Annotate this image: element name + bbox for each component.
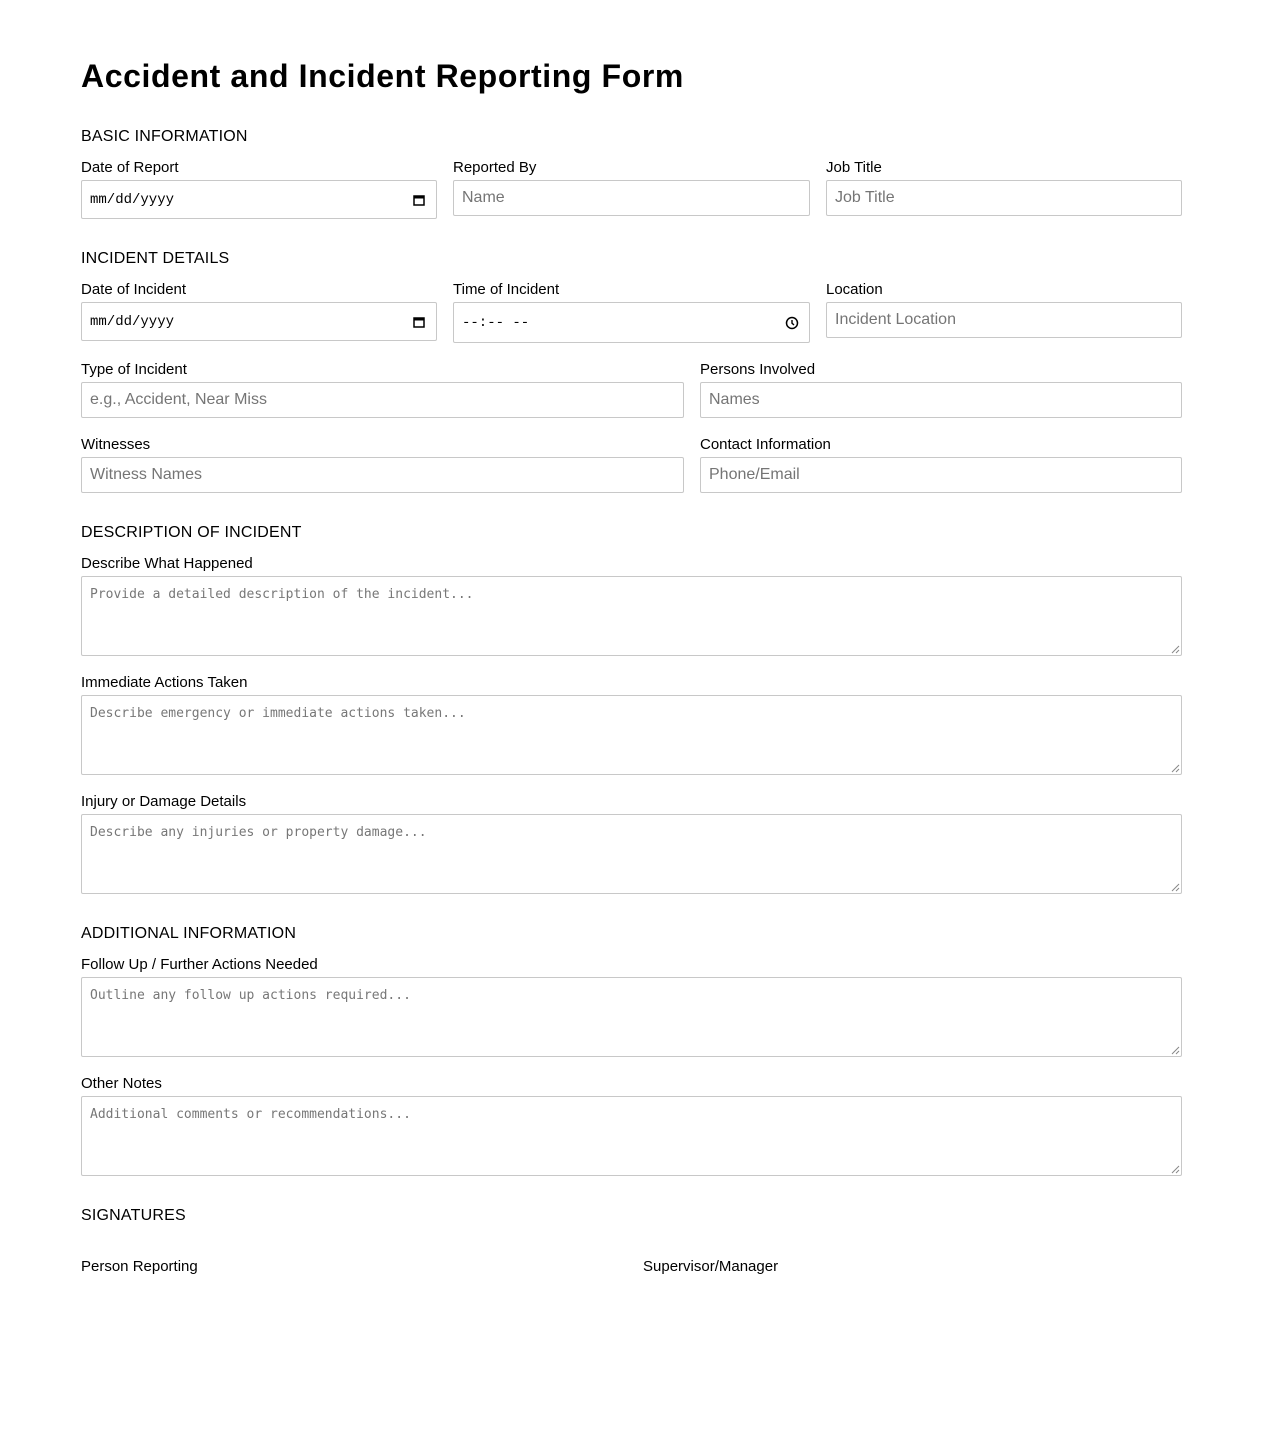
follow-up-textarea[interactable]: [81, 977, 1182, 1057]
time-of-incident-input[interactable]: [453, 302, 810, 343]
other-notes-textarea[interactable]: [81, 1096, 1182, 1176]
other-notes-label: Other Notes: [81, 1075, 162, 1092]
resize-handle-icon[interactable]: [1171, 883, 1180, 892]
time-of-incident-label: Time of Incident: [453, 281, 560, 298]
resize-handle-icon[interactable]: [1171, 1165, 1180, 1174]
clock-icon[interactable]: [785, 316, 799, 330]
describe-what-happened-placeholder: Provide a detailed description of the incident...: [90, 587, 474, 602]
describe-what-happened-textarea[interactable]: [81, 576, 1182, 656]
section-description-of-incident: DESCRIPTION OF INCIDENT: [81, 524, 302, 541]
contact-information-placeholder: Phone/Email: [709, 466, 800, 483]
follow-up-placeholder: Outline any follow up actions required...: [90, 988, 411, 1003]
other-notes-placeholder: Additional comments or recommendations...: [90, 1107, 411, 1122]
date-of-report-input[interactable]: [81, 180, 437, 219]
section-additional-information: ADDITIONAL INFORMATION: [81, 925, 297, 942]
resize-handle-icon[interactable]: [1171, 645, 1180, 654]
job-title-label: Job Title: [826, 159, 882, 176]
time-of-incident-value: --:-- --: [462, 314, 530, 331]
witnesses-label: Witnesses: [81, 436, 151, 453]
location-input[interactable]: [826, 302, 1182, 338]
job-title-input[interactable]: [826, 180, 1182, 216]
injury-damage-textarea[interactable]: [81, 814, 1182, 894]
immediate-actions-textarea[interactable]: [81, 695, 1182, 775]
location-placeholder: Incident Location: [835, 311, 956, 328]
type-of-incident-placeholder: e.g., Accident, Near Miss: [90, 391, 267, 408]
persons-involved-placeholder: Names: [709, 391, 760, 408]
date-of-incident-label: Date of Incident: [81, 281, 187, 298]
contact-information-input[interactable]: [700, 457, 1182, 493]
date-of-report-value: mm/dd/yyyy: [90, 191, 175, 208]
resize-handle-icon[interactable]: [1171, 764, 1180, 773]
date-of-incident-value: mm/dd/yyyy: [90, 313, 175, 330]
section-signatures: SIGNATURES: [81, 1207, 186, 1224]
date-of-incident-input[interactable]: [81, 302, 437, 341]
type-of-incident-input[interactable]: [81, 382, 684, 418]
page-title: Accident and Incident Reporting Form: [81, 58, 684, 94]
injury-damage-label: Injury or Damage Details: [81, 793, 247, 810]
reported-by-placeholder: Name: [462, 189, 505, 206]
contact-information-label: Contact Information: [700, 436, 831, 453]
job-title-placeholder: Job Title: [835, 189, 895, 206]
calendar-icon[interactable]: [412, 315, 426, 329]
reported-by-input[interactable]: [453, 180, 810, 216]
date-of-report-label: Date of Report: [81, 159, 179, 176]
section-basic-information: BASIC INFORMATION: [81, 128, 248, 145]
immediate-actions-placeholder: Describe emergency or immediate actions taken...: [90, 706, 466, 721]
location-label: Location: [826, 281, 883, 298]
follow-up-label: Follow Up / Further Actions Needed: [81, 956, 318, 973]
signature-person-reporting: Person Reporting: [81, 1258, 198, 1275]
section-incident-details: INCIDENT DETAILS: [81, 250, 230, 267]
type-of-incident-label: Type of Incident: [81, 361, 187, 378]
injury-damage-placeholder: Describe any injuries or property damage...: [90, 825, 427, 840]
persons-involved-input[interactable]: [700, 382, 1182, 418]
resize-handle-icon[interactable]: [1171, 1046, 1180, 1055]
persons-involved-label: Persons Involved: [700, 361, 816, 378]
describe-what-happened-label: Describe What Happened: [81, 555, 253, 572]
signature-supervisor-manager: Supervisor/Manager: [643, 1258, 779, 1275]
witnesses-input[interactable]: [81, 457, 684, 493]
witnesses-placeholder: Witness Names: [90, 466, 203, 483]
reported-by-label: Reported By: [453, 159, 537, 176]
immediate-actions-label: Immediate Actions Taken: [81, 674, 248, 691]
calendar-icon[interactable]: [412, 193, 426, 207]
